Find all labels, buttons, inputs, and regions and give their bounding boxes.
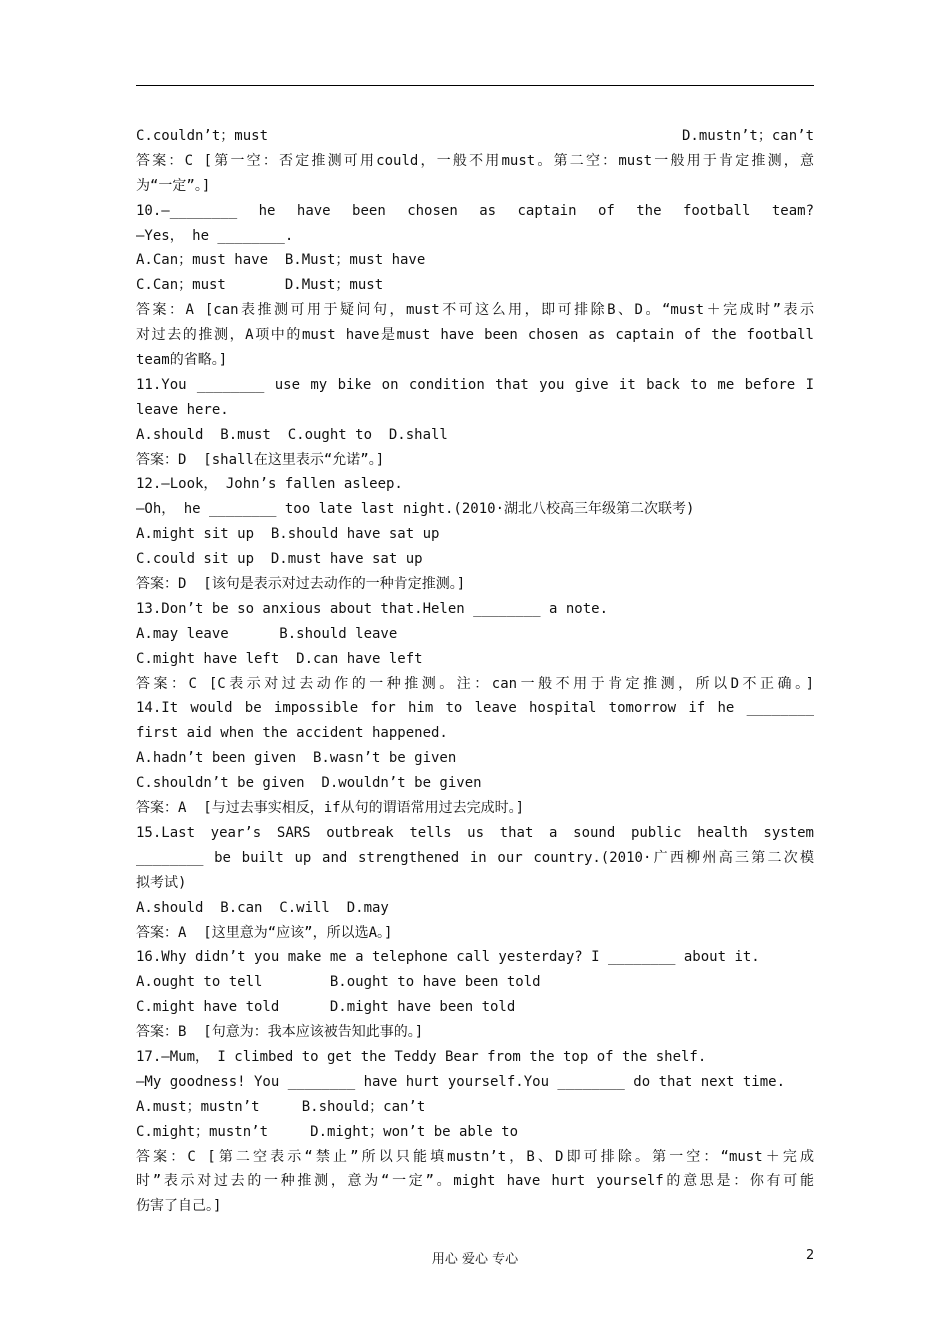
text-line: 13.Don’t be so anxious about that.Helen ________ a note.: [136, 600, 609, 617]
text-line: 答案：D [shall在这里表示“允诺”。]: [136, 451, 385, 468]
text-line: 17.—Mum， I climbed to get the Teddy Bear from the top of the shelf.: [136, 1048, 707, 1065]
text-line: C.shouldn’t be given D.wouldn’t be given: [136, 775, 482, 792]
text-line: A.hadn’t been given B.wasn’t be given: [136, 750, 457, 767]
text-line: 时”表示对过去的一种推测，意为“一定”。might have hurt yourself的意思是：你有可能: [136, 1173, 814, 1190]
header-rule: [136, 85, 814, 86]
text-line: 答案：C [第一空：否定推测可用could，一般不用must。第二空：must一般用于肯定推测，意: [136, 152, 814, 169]
text-line: 伤害了自己。]: [136, 1198, 222, 1215]
page-footer: [0, 1248, 950, 1268]
text-line: 拟考试): [136, 874, 187, 891]
text-line: C.might；mustn’t D.might；won’t be able to: [136, 1123, 519, 1140]
text-line: A.must；mustn’t B.should；can’t: [136, 1098, 426, 1115]
text-line: —Yes， he ________.: [136, 227, 294, 244]
text-line: C.could sit up D.must have sat up: [136, 551, 423, 568]
text-line: 答案：C [第二空表示“禁止”所以只能填mustn’t，B、D即可排除。第一空：“must＋完成: [136, 1148, 814, 1165]
text-line: first aid when the accident happened.: [136, 725, 448, 742]
footer-motto: 用心 爱心 专心: [431, 1252, 519, 1267]
text-line: 答案：C [C表示对过去动作的一种推测。注：can一般不用于肯定推测，所以D不正确。]: [136, 675, 814, 692]
text-line: 对过去的推测，A项中的must have是must have been chosen as captain of the football: [136, 327, 814, 344]
document-body: [136, 124, 814, 1219]
text-line: C.Can；must D.Must；must: [136, 277, 384, 294]
page-number: 2: [806, 1248, 815, 1263]
text-line: team的省略。]: [136, 352, 228, 369]
text-line: C.couldn’t；must D.mustn’t；can’t: [136, 128, 814, 144]
text-line: A.Can；must have B.Must；must have: [136, 252, 426, 269]
text-line: 15.Last year’s SARS outbreak tells us that a sound public health system: [136, 824, 814, 841]
text-line: 答案：A [与过去事实相反，if从句的谓语常用过去完成时。]: [136, 800, 524, 817]
text-line: 10.—________ he have been chosen as captain of the football team?: [136, 202, 814, 219]
text-line: 14.It would be impossible for him to leave hospital tomorrow if he ________: [136, 700, 814, 717]
text-line: A.ought to tell B.ought to have been told: [136, 974, 541, 991]
text-line: leave here.: [136, 401, 229, 418]
text-line: 答案：A [can表推测可用于疑问句，must不可这么用，即可排除B、D。“must＋完成时”表示: [136, 302, 814, 319]
text-line: 11.You ________ use my bike on condition that you give it back to me before I: [136, 376, 814, 393]
text-line: 为“一定”。]: [136, 177, 211, 194]
text-line: A.should B.must C.ought to D.shall: [136, 426, 448, 443]
text-line: 16.Why didn’t you make me a telephone call yesterday? I ________ about it.: [136, 949, 760, 966]
text-line: 12.—Look， John’s fallen asleep.: [136, 476, 403, 493]
text-line: —Oh， he ________ too late last night.(2010·湖北八校高三年级第二次联考): [136, 501, 695, 518]
text-line: 答案：A [这里意为“应该”，所以选A。]: [136, 924, 393, 941]
text-line: —My goodness! You ________ have hurt yourself.You ________ do that next time.: [136, 1073, 786, 1090]
text-line: C.might have left D.can have left: [136, 650, 423, 667]
text-line: 答案：D [该句是表示对过去动作的一种肯定推测。]: [136, 576, 466, 593]
text-line: C.might have told D.might have been told: [136, 999, 516, 1016]
text-line: A.may leave B.should leave: [136, 625, 398, 642]
text-line: ________ be built up and strengthened in our country.(2010·广西柳州高三第二次模: [136, 849, 814, 866]
text-line: 答案：B [句意为：我本应该被告知此事的。]: [136, 1024, 424, 1041]
text-line: A.should B.can C.will D.may: [136, 899, 389, 916]
text-line: A.might sit up B.should have sat up: [136, 526, 440, 543]
